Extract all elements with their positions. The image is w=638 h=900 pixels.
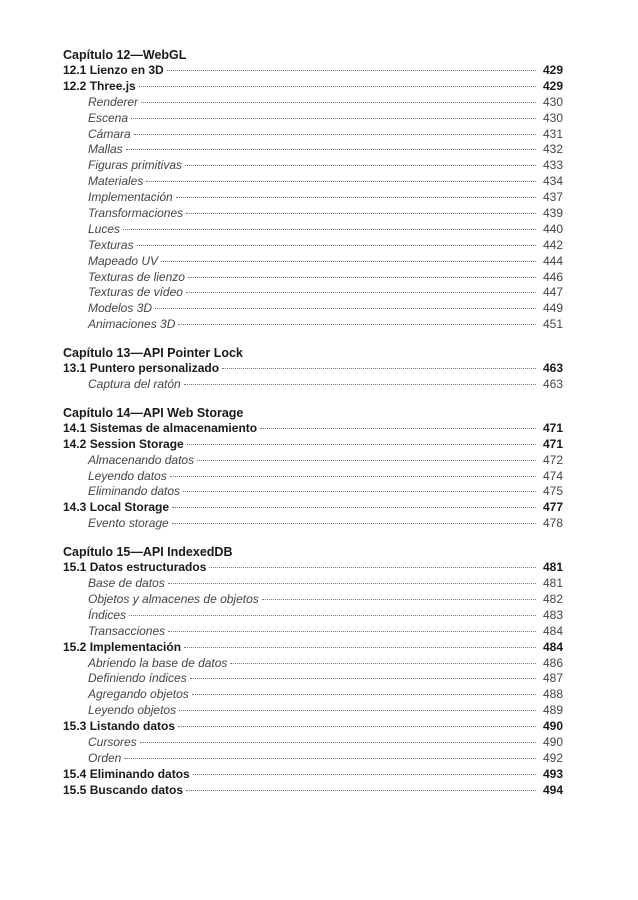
entry-title: Escena <box>88 110 129 125</box>
entry-title: Leyendo objetos <box>88 703 177 718</box>
toc-section-entry <box>63 560 563 576</box>
entry-title: Transformaciones <box>88 206 184 221</box>
dot-leader <box>123 229 536 230</box>
entry-title: Orden <box>88 750 122 765</box>
entry-title: Almacenando datos <box>88 452 195 467</box>
dot-leader <box>172 523 536 524</box>
page-number: 439 <box>542 206 563 221</box>
page-number: 492 <box>542 750 563 765</box>
dot-leader <box>134 134 536 135</box>
page-number: 483 <box>542 607 563 622</box>
dot-leader <box>179 710 536 711</box>
dot-leader <box>262 599 536 600</box>
dot-leader <box>197 460 536 461</box>
page-number: 481 <box>542 576 563 591</box>
dot-leader <box>167 70 536 71</box>
dot-leader <box>168 583 536 584</box>
dot-leader <box>126 149 536 150</box>
page-number: 471 <box>542 420 563 435</box>
dot-leader <box>187 444 536 445</box>
page-number: 484 <box>542 639 563 654</box>
page-number: 463 <box>542 361 563 376</box>
page-number: 433 <box>542 158 563 173</box>
toc-subentry <box>63 190 563 206</box>
toc-section-entry <box>63 63 563 79</box>
page-number: 484 <box>542 623 563 638</box>
dot-leader <box>260 428 536 429</box>
toc-subentry <box>63 254 563 270</box>
page-number: 429 <box>542 78 563 93</box>
toc-subentry <box>63 285 563 301</box>
page-number: 447 <box>542 285 563 300</box>
entry-title: Evento storage <box>88 516 169 531</box>
toc-subentry <box>63 469 563 485</box>
chapter-title: Capítulo 15—API IndexedDB <box>63 545 233 560</box>
toc-subentry <box>63 301 563 317</box>
page-number: 437 <box>542 190 563 205</box>
entry-title: Cámara <box>88 126 131 141</box>
entry-title: Texturas de lienzo <box>88 269 185 284</box>
toc-subentry <box>63 656 563 672</box>
dot-leader <box>178 726 536 727</box>
toc-subentry <box>63 111 563 127</box>
toc-subentry <box>63 576 563 592</box>
dot-leader <box>176 197 536 198</box>
dot-leader <box>141 102 536 103</box>
entry-title: 15.5 Buscando datos <box>63 782 184 797</box>
page-number: 463 <box>542 377 563 392</box>
entry-title: 15.1 Datos estructurados <box>63 560 207 575</box>
dot-leader <box>178 324 536 325</box>
entry-title: Definiendo índices <box>88 671 187 686</box>
page-number: 451 <box>542 317 563 332</box>
dot-leader <box>140 742 536 743</box>
page-number: 472 <box>542 452 563 467</box>
entry-title: Materiales <box>88 174 144 189</box>
toc-subentry <box>63 377 563 393</box>
toc-section-entry <box>63 719 563 735</box>
toc-subentry <box>63 453 563 469</box>
dot-leader <box>184 384 536 385</box>
entry-title: 12.1 Lienzo en 3D <box>63 63 164 77</box>
page-number: 434 <box>542 174 563 189</box>
page-number: 432 <box>542 142 563 157</box>
chapter-block <box>63 345 563 393</box>
entry-title: Eliminando datos <box>88 484 181 499</box>
toc-subentry <box>63 238 563 254</box>
entry-title: Luces <box>88 221 121 236</box>
entry-title: 15.2 Implementación <box>63 639 182 654</box>
toc-section-entry <box>63 79 563 95</box>
entry-title: 12.2 Three.js <box>63 78 136 93</box>
toc-subentry <box>63 735 563 751</box>
chapter-block <box>63 544 563 798</box>
dot-leader <box>172 507 536 508</box>
entry-title: Transacciones <box>88 623 166 638</box>
dot-leader <box>188 277 536 278</box>
dot-leader <box>170 476 536 477</box>
chapter-block <box>63 405 563 532</box>
entry-title: 14.3 Local Storage <box>63 500 170 515</box>
toc-subentry <box>63 142 563 158</box>
dot-leader <box>146 181 536 182</box>
dot-leader <box>161 261 536 262</box>
page-number: 471 <box>542 436 563 451</box>
dot-leader <box>131 118 536 119</box>
dot-leader <box>184 647 536 648</box>
toc-section-entry <box>63 361 563 377</box>
page-number: 490 <box>542 734 563 749</box>
entry-title: 14.2 Session Storage <box>63 436 184 451</box>
chapter-title: Capítulo 13—API Pointer Lock <box>63 346 243 361</box>
toc-section-entry <box>63 783 563 799</box>
dot-leader <box>190 678 536 679</box>
toc-subentry <box>63 751 563 767</box>
chapter-block <box>63 47 563 333</box>
entry-title: Mallas <box>88 142 123 157</box>
dot-leader <box>209 567 536 568</box>
dot-leader <box>222 368 536 369</box>
page-number: 440 <box>542 221 563 236</box>
table-of-contents <box>63 47 563 811</box>
dot-leader <box>192 694 536 695</box>
toc-subentry <box>63 624 563 640</box>
dot-leader <box>193 774 536 775</box>
toc-section-entry <box>63 421 563 437</box>
toc-subentry <box>63 687 563 703</box>
page-number: 494 <box>542 782 563 797</box>
entry-title: Animaciones 3D <box>88 317 176 332</box>
entry-title: Implementación <box>88 190 173 205</box>
dot-leader <box>183 491 536 492</box>
page-number: 431 <box>542 126 563 141</box>
toc-subentry <box>63 592 563 608</box>
entry-title: Texturas de vídeo <box>88 285 183 300</box>
toc-subentry <box>63 703 563 719</box>
entry-title: Modelos 3D <box>88 301 153 316</box>
page-number: 481 <box>542 560 563 575</box>
entry-title: 15.4 Eliminando datos <box>63 766 190 781</box>
toc-subentry <box>63 484 563 500</box>
dot-leader <box>155 308 536 309</box>
toc-subentry <box>63 270 563 286</box>
page-number: 430 <box>542 94 563 109</box>
entry-title: Agregando objetos <box>88 687 189 702</box>
toc-section-entry <box>63 640 563 656</box>
page-number: 482 <box>542 591 563 606</box>
dot-leader <box>186 292 536 293</box>
dot-leader <box>186 213 536 214</box>
page-number: 446 <box>542 269 563 284</box>
toc-subentry <box>63 95 563 111</box>
entry-title: Cursores <box>88 734 137 749</box>
dot-leader <box>137 245 536 246</box>
entry-title: Leyendo datos <box>88 468 167 483</box>
entry-title: Base de datos <box>88 576 165 591</box>
page-number: 489 <box>542 703 563 718</box>
toc-section-entry <box>63 500 563 516</box>
entry-title: Abriendo la base de datos <box>88 655 228 670</box>
page-number: 430 <box>542 110 563 125</box>
entry-title: Mapeado UV <box>88 253 159 268</box>
chapter-title: Capítulo 12—WebGL <box>63 48 187 62</box>
page-number: 475 <box>542 484 563 499</box>
page-number: 493 <box>542 766 563 781</box>
entry-title: Objetos y almacenes de objetos <box>88 591 259 606</box>
toc-subentry <box>63 127 563 143</box>
toc-section-entry <box>63 767 563 783</box>
toc-subentry <box>63 317 563 333</box>
page-number: 444 <box>542 253 563 268</box>
toc-subentry <box>63 158 563 174</box>
toc-subentry <box>63 222 563 238</box>
entry-title: Renderer <box>88 94 139 109</box>
page-number: 486 <box>542 655 563 670</box>
dot-leader <box>168 631 536 632</box>
entry-title: 14.1 Sistemas de almacenamiento <box>63 420 258 435</box>
entry-title: 15.3 Listando datos <box>63 719 176 734</box>
page-number: 490 <box>542 719 563 734</box>
page-number: 488 <box>542 687 563 702</box>
entry-title: Captura del ratón <box>88 377 181 392</box>
entry-title: Índices <box>88 607 127 622</box>
toc-section-entry <box>63 437 563 453</box>
page-number: 429 <box>542 63 563 77</box>
page-number: 487 <box>542 671 563 686</box>
page-number: 442 <box>542 237 563 252</box>
toc-subentry <box>63 174 563 190</box>
page-number: 477 <box>542 500 563 515</box>
page-number: 449 <box>542 301 563 316</box>
toc-subentry <box>63 206 563 222</box>
dot-leader <box>124 758 536 759</box>
entry-title: 13.1 Puntero personalizado <box>63 361 220 376</box>
dot-leader <box>230 663 536 664</box>
page-number: 474 <box>542 468 563 483</box>
dot-leader <box>129 615 536 616</box>
entry-title: Texturas <box>88 237 134 252</box>
entry-title: Figuras primitivas <box>88 158 183 173</box>
page-number: 478 <box>542 516 563 531</box>
dot-leader <box>185 165 536 166</box>
toc-subentry <box>63 516 563 532</box>
dot-leader <box>139 86 536 87</box>
toc-subentry <box>63 671 563 687</box>
chapter-title: Capítulo 14—API Web Storage <box>63 405 244 420</box>
toc-subentry <box>63 608 563 624</box>
dot-leader <box>186 790 536 791</box>
